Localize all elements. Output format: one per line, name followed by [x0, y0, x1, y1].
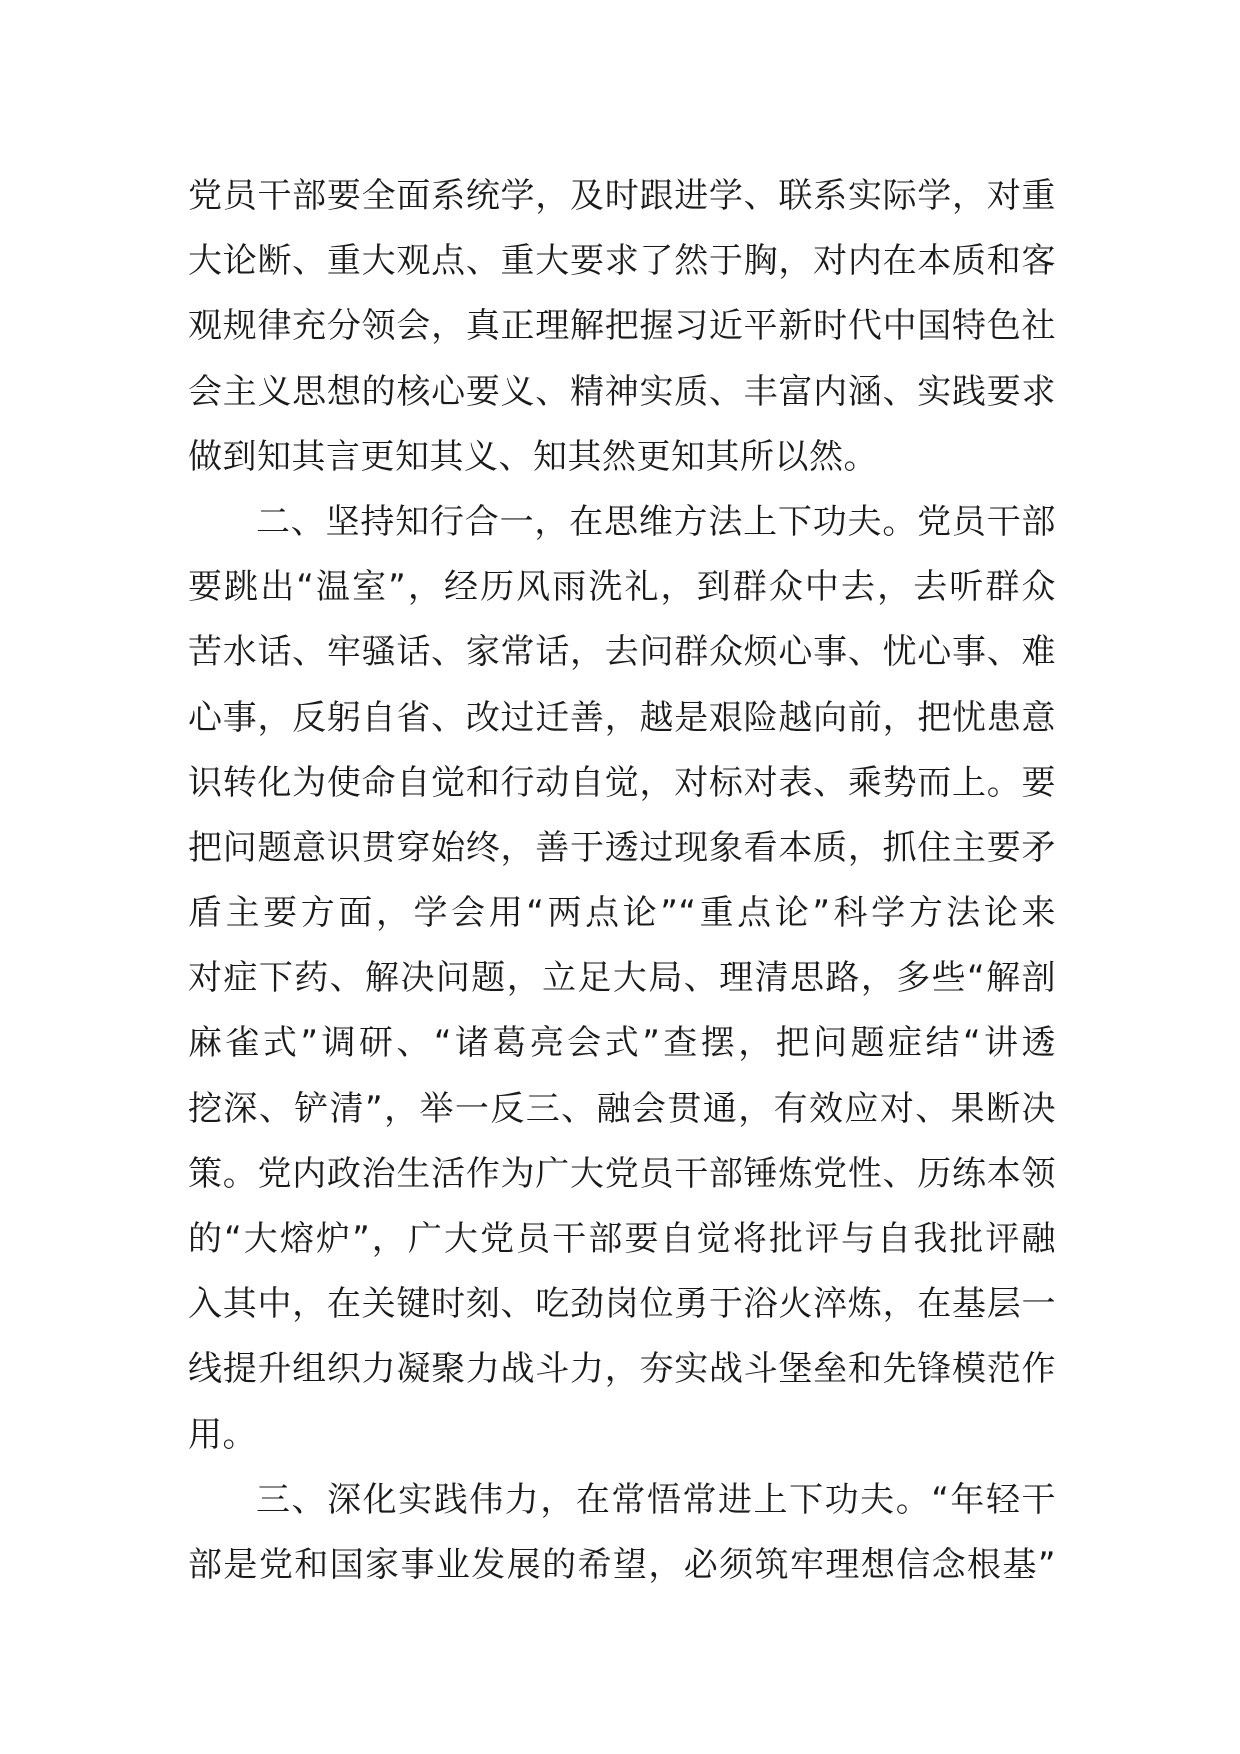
- text-line: 识转化为使命自觉和行动自觉，对标对表、乘势而上。要: [188, 762, 1056, 803]
- text-line: 要跳出“温室”，经历风雨洗礼，到群众中去，去听群众: [188, 567, 1056, 608]
- text-line: 的“大熔炉”，广大党员干部要自觉将批评与自我批评融: [188, 1219, 1056, 1259]
- section-heading-line: 二、坚持知行合一，在思维方法上下功夫。党员干部: [256, 501, 1056, 542]
- text-line: 盾主要方面，学会用“两点论”“重点论”科学方法论来: [188, 893, 1056, 934]
- paragraph-study: [188, 164, 1056, 490]
- section-heading-line: 三、深化实践伟力，在常悟常进上下功夫。“年轻干: [256, 1479, 1056, 1520]
- text-line: 部是党和国家事业发展的希望，必须筑牢理想信念根基”: [188, 1544, 1056, 1585]
- paragraph-section-two: [188, 490, 1056, 1468]
- text-line: 策。党内政治生活作为广大党员干部锤炼党性、历练本领: [188, 1153, 1056, 1194]
- text-line: 苦水话、牢骚话、家常话，去问群众烦心事、忧心事、难: [188, 632, 1056, 673]
- text-line: 线提升组织力凝聚力战斗力，夯实战斗堡垒和先锋模范作: [188, 1349, 1056, 1390]
- text-line: 心事，反躬自省、改过迁善，越是艰险越向前，把忧患意: [188, 697, 1056, 738]
- text-line: 入其中，在关键时刻、吃劲岗位勇于浴火淬炼，在基层一: [188, 1284, 1056, 1325]
- text-line: 会主义思想的核心要义、精神实质、丰富内涵、实践要求: [188, 371, 1056, 412]
- document-body: [188, 164, 1056, 1598]
- text-line: 做到知其言更知其义、知其然更知其所以然。: [188, 436, 878, 477]
- text-line: 挖深、铲清”，举一反三、融会贯通，有效应对、果断决: [188, 1088, 1056, 1129]
- text-line: 党员干部要全面系统学，及时跟进学、联系实际学，对重: [188, 176, 1056, 216]
- text-line: 对症下药、解决问题，立足大局、理清思路，多些“解剖: [188, 958, 1056, 999]
- text-line: 大论断、重大观点、重大要求了然于胸，对内在本质和客: [188, 241, 1056, 282]
- text-line: 观规律充分领会，真正理解把握习近平新时代中国特色社: [188, 306, 1056, 347]
- text-line: 用。: [188, 1414, 257, 1455]
- paragraph-section-three: [188, 1468, 1056, 1598]
- text-line: 麻雀式”调研、“诸葛亮会式”查摆，把问题症结“讲透: [188, 1023, 1056, 1064]
- text-line: 把问题意识贯穿始终，善于透过现象看本质，抓住主要矛: [188, 827, 1056, 868]
